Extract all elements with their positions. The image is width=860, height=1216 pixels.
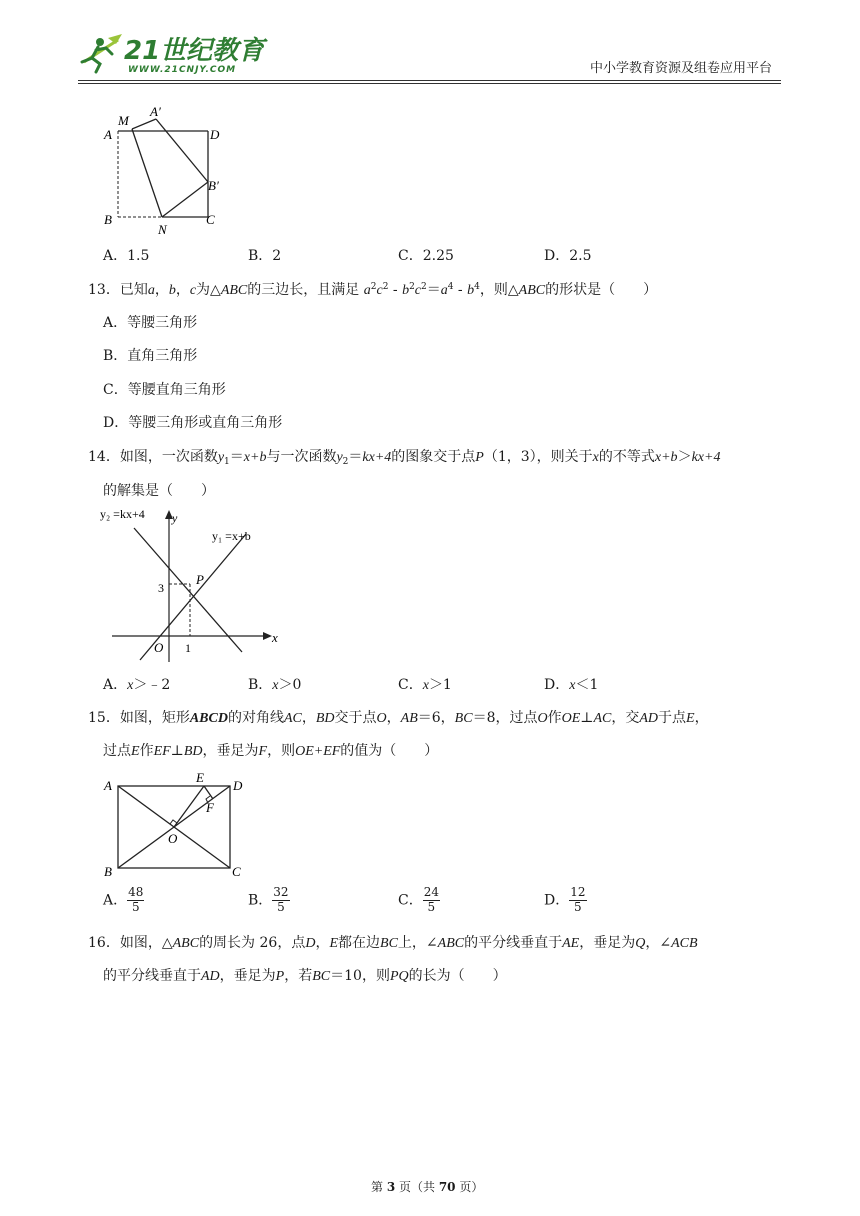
q12-edge-MA1 <box>132 119 156 129</box>
q15-label-F: F <box>206 800 214 815</box>
logo-icon <box>78 32 126 74</box>
q14-graph <box>96 500 296 670</box>
q12-label-B1: B′ <box>208 178 219 193</box>
q14-label-3: 3 <box>158 581 164 595</box>
q16-stem-line2: 的平分线垂直于AD，垂足为P，若BC＝10，则PQ的长为（ ） <box>103 968 507 984</box>
q14-option-b[interactable]: B．x＞0 <box>248 677 302 693</box>
q12-figure <box>96 100 236 240</box>
q12-option-b[interactable]: B．2 <box>248 248 282 264</box>
q12-option-d[interactable]: D．2.5 <box>544 248 592 264</box>
q15-segment-OE <box>174 786 204 827</box>
q12-label-D: D <box>210 127 220 142</box>
q14-label-y1: y₁ =x+b <box>212 529 251 543</box>
q12-edge-MN <box>132 129 162 217</box>
q12-label-C: C <box>206 212 215 227</box>
header-rule <box>78 80 781 81</box>
q14-option-a[interactable]: A．x＞﹣2 <box>103 677 171 693</box>
q15-label-O: O <box>168 831 178 846</box>
q13-option-d[interactable]: D．等腰三角形或直角三角形 <box>103 415 283 431</box>
q15-label-D: D <box>233 778 243 793</box>
q13-equation: $a^2c^2 - b^2c^2=a^4 - b^4$ <box>363 282 480 298</box>
q14-label-P: P <box>196 572 204 587</box>
q12-label-M: M <box>118 113 129 128</box>
header-site-name: 中小学教育资源及组卷应用平台 <box>590 61 773 76</box>
q14-stem: 14．如图，一次函数$y_1=x+b$与一次函数$y_2=kx+4$的图象交于点P（1，3），则关于x的不等式x+b＞kx+4 <box>88 449 721 467</box>
q16-stem: 16．如图，△ABC的周长为 26，点D，E都在边BC上，∠ABC的平分线垂直于AE，垂足为Q，∠ACB <box>88 935 698 951</box>
page-footer: 第 3 页（共 70 页） <box>371 1180 484 1194</box>
q14-x-arrow <box>263 632 272 640</box>
q14-number: 14． <box>88 449 120 465</box>
q16-number: 16． <box>88 935 120 951</box>
q13-option-c[interactable]: C．等腰直角三角形 <box>103 382 226 398</box>
q14-line-y2 <box>134 528 242 652</box>
q14-label-x-axis: x <box>272 630 278 645</box>
q15-stem: 15．如图，矩形ABCD的对角线AC，BD交于点O，AB＝6，BC＝8，过点O作OE⊥AC，交AD于点E， <box>88 710 709 726</box>
q15-label-B: B <box>104 864 112 879</box>
q12-edge-A1B1 <box>156 119 208 182</box>
logo-url: WWW.21CNJY.COM <box>128 65 237 75</box>
q15-number: 15． <box>88 710 120 726</box>
q14-option-c[interactable]: C．x＞1 <box>398 677 452 693</box>
q12-label-N: N <box>158 222 167 237</box>
q13-number: 13． <box>88 282 120 298</box>
q12-label-A1: A′ <box>150 104 161 119</box>
q15-option-b[interactable]: B． $\frac{32}{5}$ <box>248 885 289 914</box>
q15-stem-line2: 过点E作EF⊥BD，垂足为F，则OE+EF的值为（ ） <box>103 743 439 759</box>
logo-text: 21世纪教育 <box>124 36 265 66</box>
q13-stem: 13．已知a，b，c为△ABC的三边长，且满足 $a^2c^2 - b^2c^2=a^4 - b^4$，则△ABC的形状是（ ） <box>88 282 658 298</box>
q14-label-O: O <box>154 640 164 655</box>
q15-option-d[interactable]: D． $\frac{12}{5}$ <box>544 885 586 914</box>
q14-label-y-axis: y <box>172 511 178 525</box>
q12-option-c[interactable]: C．2.25 <box>398 248 454 264</box>
q12-label-B: B <box>104 212 112 227</box>
page-header <box>0 0 860 90</box>
q13-option-a[interactable]: A．等腰三角形 <box>103 315 198 331</box>
q14-label-1: 1 <box>185 641 191 655</box>
q15-label-A: A <box>104 778 112 793</box>
q15-label-E: E <box>196 770 204 785</box>
q14-label-y2: y₂ =kx+4 <box>100 507 145 521</box>
q12-label-A: A <box>104 127 112 142</box>
q15-label-C: C <box>232 864 241 879</box>
q14-option-d[interactable]: D．x＜1 <box>544 677 599 693</box>
q13-option-b[interactable]: B．直角三角形 <box>103 348 198 364</box>
q12-edge-B1N <box>162 182 208 217</box>
q15-figure <box>96 768 256 880</box>
q15-option-c[interactable]: C． $\frac{24}{5}$ <box>398 885 439 914</box>
q12-option-a[interactable]: A．1.5 <box>103 248 150 264</box>
q14-stem-line2: 的解集是（ ） <box>103 483 215 499</box>
q15-option-a[interactable]: A． $\frac{48}{5}$ <box>103 885 144 914</box>
header-rule-thin <box>78 83 781 84</box>
